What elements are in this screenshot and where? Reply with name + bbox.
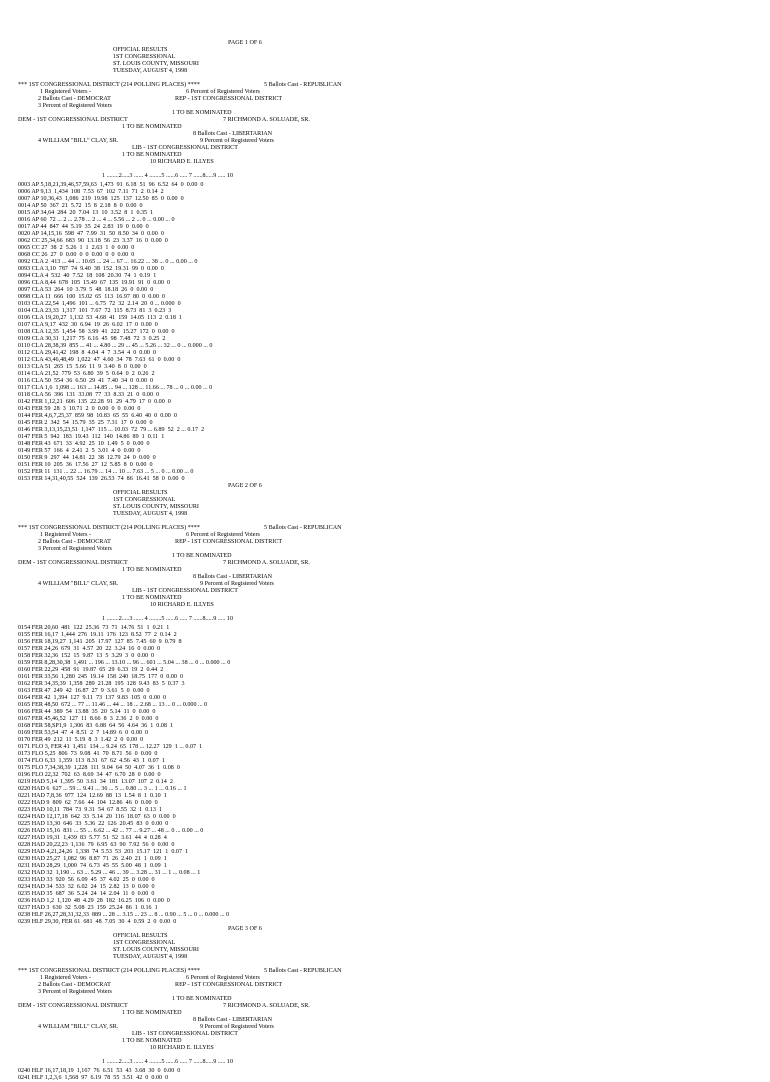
- legend-line: 1 TO BE NOMINATED: [172, 996, 232, 1002]
- precinct-row: 0161 FER 33,56 1,280 245 19.14 158 240 18.75 177 0 0.00 0: [18, 674, 184, 680]
- precinct-row: 0175 FLO 7,34,38,39 1,228 111 9.04 64 50 4.07 36 1 0.08 0: [18, 765, 180, 771]
- legend-line: 7 RICHMOND A. SOLUADE, SR.: [223, 560, 310, 566]
- column-index: 1 ........2.....3 ...... 4 ........5 ......6 ..... 7 ......8.....9 ..... 10: [102, 173, 234, 179]
- precinct-row: 0106 CLA 19,20,27 1,132 53 4.68 41 159 14.05 113 2 0.18 1: [18, 315, 182, 321]
- legend-line: 10 RICHARD E. ILLYES: [150, 159, 214, 165]
- precinct-row: 0006 AP 9,13 1,434 108 7.53 67 102 7.11 71 2 0.14 2: [18, 189, 164, 195]
- report-heading: 1ST CONGRESSIONAL: [113, 497, 176, 503]
- report-heading: TUESDAY, AUGUST 4, 1998: [113, 68, 188, 74]
- legend-line: 7 RICHMOND A. SOLUADE, SR.: [223, 117, 310, 123]
- legend-line: 4 WILLIAM "BILL" CLAY, SR.: [38, 581, 119, 587]
- precinct-row: 0169 FER 53,54 47 4 8.51 2 7 14.89 6 0 0.00 0: [18, 730, 149, 736]
- precinct-row: 0232 HAD 32 1,190 ... 63 ... 5.29 ... 46 ... 39 ... 3.28 ... 31 ... 1 ... 0.08 ... 1: [18, 870, 201, 876]
- precinct-row: 0065 CC 27 38 2 5.26 1 1 2.63 1 0 0.00 0: [18, 245, 135, 251]
- precinct-row: 0221 HAD 7,8,36 977 124 12.69 88 13 1.54 8 1 0.10 1: [18, 793, 167, 799]
- legend-line: 1 Registered Voters -: [40, 532, 92, 538]
- legend-line: 1 Registered Voters -: [40, 89, 92, 95]
- legend-line: *** 1ST CONGRESSIONAL DISTRICT (214 POLLING PLACES) ****: [18, 82, 200, 88]
- legend-line: *** 1ST CONGRESSIONAL DISTRICT (214 POLLING PLACES) ****: [18, 525, 200, 531]
- legend-line: 2 Ballots Cast - DEMOCRAT: [38, 539, 111, 545]
- precinct-row: 0165 FER 48,50 672 ... 77 ... 11.46 ... 44 ... 18 ... 2.68 ... 13 ... 0 ... 0.000 ... 0: [18, 702, 208, 708]
- precinct-row: 0146 FER 3,13,15,23,51 1,147 115 ... 10.03 72 79 ... 6.89 52 2 ... 0.17 2: [18, 427, 205, 433]
- precinct-row: 0068 CC 26 27 0 0.00 0 0 0.00 0 0 0.00 0: [18, 252, 135, 258]
- legend-line: 1 TO BE NOMINATED: [122, 1010, 182, 1016]
- report-heading: ST. LOUIS COUNTY, MISSOURI: [113, 947, 199, 953]
- precinct-row: 0016 AP 60 72 ... 2 ... 2.78 ... 2 ... 4 ... 5.56 ... 2 ... 0 ... 0.00 ... 0: [18, 217, 175, 223]
- legend-line: 3 Percent of Registered Voters: [38, 546, 112, 552]
- precinct-row: 0222 HAD 9 809 62 7.66 44 104 12.86 46 0 0.00 0: [18, 800, 158, 806]
- legend-line: REP - 1ST CONGRESSIONAL DISTRICT: [175, 539, 283, 545]
- legend-line: 2 Ballots Cast - DEMOCRAT: [38, 982, 111, 988]
- precinct-row: 0014 AP 50 367 21 5.72 15 8 2.18 8 0 0.00 0: [18, 203, 143, 209]
- legend-line: 5 Ballots Cast - REPUBLICAN: [264, 525, 342, 531]
- legend-line: 1 TO BE NOMINATED: [122, 595, 182, 601]
- precinct-row: 0196 FLO 22,32 702 63 8.69 34 47 6.70 28 0 0.00 0: [18, 772, 161, 778]
- precinct-row: 0231 HAD 28,29 1,000 74 6.73 45 55 5.00 48 1 0.09 1: [18, 863, 167, 869]
- legend-line: LIB - 1ST CONGRESSIONAL DISTRICT: [132, 1031, 238, 1037]
- legend-line: 6 Percent of Registered Voters: [186, 89, 260, 95]
- precinct-row: 0020 AP 14,15,16 598 47 7.99 31 50 8.50 34 0 0.00 0: [18, 231, 164, 237]
- precinct-row: 0151 FER 10 205 36 17.56 27 12 5.85 8 0 0.00 0: [18, 462, 153, 468]
- precinct-row: 0015 AP 34,64 284 20 7.04 13 10 3.52 8 1 0.35 1: [18, 210, 154, 216]
- legend-line: 8 Ballots Cast - LIBERTARIAN: [193, 131, 273, 137]
- legend-line: 1 TO BE NOMINATED: [122, 152, 182, 158]
- precinct-row: 0241 HLF 1,2,3,6 1,568 97 6.19 78 55 3.51 42 0 0.00 0: [18, 1075, 169, 1081]
- legend-line: DEM - 1ST CONGRESSIONAL DISTRICT: [18, 560, 128, 566]
- precinct-row: 0147 FER 5 942 183 19.43 112 140 14.86 89 1 0.11 1: [18, 434, 165, 440]
- precinct-row: 0164 FER 42 1,394 127 9.11 73 137 9.83 105 0 0.00 0: [18, 695, 167, 701]
- precinct-row: 0104 CLA 23,33 1,317 101 7.67 72 115 8.73 81 3 0.23 3: [18, 308, 172, 314]
- legend-line: 4 WILLIAM "BILL" CLAY, SR.: [38, 138, 119, 144]
- report-heading: 1ST CONGRESSIONAL: [113, 940, 176, 946]
- precinct-row: 0150 FER 9 297 44 14.81 22 38 12.79 24 0 0.00 0: [18, 455, 156, 461]
- page-number: PAGE 3 OF 6: [228, 926, 262, 932]
- precinct-row: 0166 FER 44 389 54 13.88 35 20 5.14 11 0 0.00 0: [18, 709, 156, 715]
- legend-line: 1 TO BE NOMINATED: [172, 553, 232, 559]
- precinct-row: 0226 HAD 15,16 831 ... 55 ... 6.62 ... 42 ... 77 ... 9.27 ... 48 ... 0 ... 0.00 ... 0: [18, 828, 204, 834]
- legend-line: 9 Percent of Registered Voters: [200, 581, 274, 587]
- legend-line: 6 Percent of Registered Voters: [186, 975, 260, 981]
- precinct-row: 0170 FER 49 212 11 5.19 8 3 1.42 2 0 0.00 0: [18, 737, 144, 743]
- precinct-row: 0225 HAD 13,30 646 33 5.36 22 126 20.45 83 0 0.00 0: [18, 821, 169, 827]
- precinct-row: 0234 HAD 34 533 32 6.02 24 15 2.82 13 0 0.00 0: [18, 884, 155, 890]
- precinct-row: 0092 CLA 2 413 ... 44 ... 10.65 ... 24 ... 67 ... 16.22 ... 38 ... 0 ... 0.00 ... 0: [18, 259, 198, 265]
- legend-line: 3 Percent of Registered Voters: [38, 103, 112, 109]
- precinct-row: 0142 FER 1,12,21 606 135 22.28 91 29 4.79 17 0 0.00 0: [18, 399, 171, 405]
- legend-line: 10 RICHARD E. ILLYES: [150, 602, 214, 608]
- legend-line: 5 Ballots Cast - REPUBLICAN: [264, 968, 342, 974]
- precinct-row: 0239 HLF 29,30, FER 61 681 48 7.05 30 4 0.59 2 0 0.00 0: [18, 919, 177, 925]
- legend-line: LIB - 1ST CONGRESSIONAL DISTRICT: [132, 145, 238, 151]
- precinct-row: 0144 FER 4,6,7,25,37 859 98 10.83 65 55 6.40 40 0 0.00 0: [18, 413, 177, 419]
- precinct-row: 0233 HAD 33 920 56 6.09 45 37 4.02 25 0 0.00 0: [18, 877, 155, 883]
- precinct-row: 0096 CLA 8,44 678 105 15.49 67 135 19.91 91 0 0.00 0: [18, 280, 171, 286]
- legend-line: *** 1ST CONGRESSIONAL DISTRICT (214 POLLING PLACES) ****: [18, 968, 200, 974]
- precinct-row: 0093 CLA 3,10 787 74 9.40 38 152 19.31 99 0 0.00 0: [18, 266, 164, 272]
- column-index: 1 ........2.....3 ...... 4 ........5 ......6 ..... 7 ......8.....9 ..... 10: [102, 616, 234, 622]
- legend-line: 9 Percent of Registered Voters: [200, 1024, 274, 1030]
- precinct-row: 0238 HLF 26,27,28,31,32,33 889 ... 28 ... 3.15 ... 23 ... 8 ... 0.90 ... 5 ... 0 ... 0.000 ... 0: [18, 912, 230, 918]
- precinct-row: 0154 FER 20,60 481 122 25.36 73 71 14.76 51 1 0.21 1: [18, 625, 170, 631]
- legend-line: 1 TO BE NOMINATED: [122, 124, 182, 130]
- precinct-row: 0094 CLA 4 532 40 7.52 18 108 20.30 74 1 0.19 1: [18, 273, 157, 279]
- precinct-row: 0229 HAD 4,21,24,26 1,338 74 5.53 53 203 15.17 121 1 0.07 1: [18, 849, 189, 855]
- legend-line: REP - 1ST CONGRESSIONAL DISTRICT: [175, 982, 283, 988]
- legend-line: DEM - 1ST CONGRESSIONAL DISTRICT: [18, 1003, 128, 1009]
- precinct-row: 0107 CLA 9,17 432 30 6.94 19 26 6.02 17 0 0.00 0: [18, 322, 158, 328]
- precinct-row: 0108 CLA 12,35 1,454 58 3.99 41 222 15.27 172 0 0.00 0: [18, 329, 175, 335]
- page-number: PAGE 2 OF 6: [228, 483, 262, 489]
- report-heading: OFFICIAL RESULTS: [113, 47, 168, 53]
- page-number: PAGE 1 OF 6: [228, 40, 262, 46]
- precinct-row: 0117 CLA 1,6 1,098 ... 163 ... 14.85 ... 94 ... 128 ... 11.66 ... 78 ... 0 ... 0.00 ... 0: [18, 385, 213, 391]
- precinct-row: 0237 HAD 3 630 32 5.08 23 159 25.24 86 1 0.16 1: [18, 905, 158, 911]
- precinct-row: 0162 FER 34,35,39 1,358 289 21.28 195 128 9.43 83 5 0.37 3: [18, 681, 185, 687]
- precinct-row: 0103 CLA 22,54 1,496 101 ... 6.75 72 32 2.14 20 0 ... 0.000 0: [18, 301, 181, 307]
- precinct-row: 0118 CLA 56 396 131 33.08 77 33 8.33 21 0 0.00 0: [18, 392, 160, 398]
- precinct-row: 0113 CLA 51 265 15 5.66 11 9 3.40 8 0 0.00 0: [18, 364, 147, 370]
- precinct-row: 0145 FER 2 342 54 15.79 35 25 7.31 17 0 0.00 0: [18, 420, 153, 426]
- precinct-row: 0112 CLA 29,41,42 198 8 4.04 4 7 3.54 4 0 0.00 0: [18, 350, 157, 356]
- precinct-row: 0230 HAD 25,27 1,082 96 8.87 71 26 2.40 21 1 0.09 1: [18, 856, 167, 862]
- precinct-row: 0098 CLA 11 666 100 15.02 65 113 16.97 80 0 0.00 0: [18, 294, 165, 300]
- precinct-row: 0152 FER 11 131 ... 22 ... 16.79 ... 14 ... 10 ... 7.63 ... 5 ... 0 ... 0.00 ... 0: [18, 469, 194, 475]
- precinct-row: 0003 AP 5,18,21,39,46,57,59,63 1,473 91 6.18 51 96 6.52 64 0 0.00 0: [18, 182, 204, 188]
- report-heading: 1ST CONGRESSIONAL: [113, 54, 176, 60]
- precinct-row: 0227 HAD 19,31 1,439 83 5.77 51 52 3.61 44 4 0.28 4: [18, 835, 167, 841]
- legend-line: 3 Percent of Registered Voters: [38, 989, 112, 995]
- precinct-row: 0220 HAD 6 627 ... 59 ... 9.41 ... 36 ... 5 ... 0.80 ... 3 ... 1 ... 0.16 ... 1: [18, 786, 187, 792]
- precinct-row: 0062 CC 25,34,66 683 90 13.18 56 23 3.37 16 0 0.00 0: [18, 238, 168, 244]
- report-heading: ST. LOUIS COUNTY, MISSOURI: [113, 504, 199, 510]
- precinct-row: 0167 FER 45,46,52 127 11 8.66 8 3 2.36 2 0 0.00 0: [18, 716, 159, 722]
- legend-line: 10 RICHARD E. ILLYES: [150, 1045, 214, 1051]
- precinct-row: 0017 AP 44 847 44 5.19 35 24 2.83 19 0 0.00 0: [18, 224, 149, 230]
- legend-line: REP - 1ST CONGRESSIONAL DISTRICT: [175, 96, 283, 102]
- legend-line: 6 Percent of Registered Voters: [186, 532, 260, 538]
- legend-line: LIB - 1ST CONGRESSIONAL DISTRICT: [132, 588, 238, 594]
- precinct-row: 0153 FER 14,31,40,55 524 139 26.53 74 86 16.41 58 0 0.00 0: [18, 476, 185, 482]
- precinct-row: 0112 CLA 43,46,48,49 1,022 47 4.60 34 78 7.63 61 0 0.00 0: [18, 357, 181, 363]
- precinct-row: 0114 CLA 21,52 779 53 6.80 39 5 0.64 0 2 0.26 2: [18, 371, 155, 377]
- precinct-row: 0224 HAD 12,17,18 642 33 5.14 20 116 18.07 63 0 0.00 0: [18, 814, 176, 820]
- precinct-row: 0116 CLA 50 554 36 6.50 29 41 7.40 34 0 0.00 0: [18, 378, 154, 384]
- legend-line: 1 TO BE NOMINATED: [172, 110, 232, 116]
- precinct-row: 0159 FER 8,28,30,38 1,491 ... 196 ... 13.10 ... 96 ... 601 ... 5.04 ... 38 ... 0 ... 0.000 ... 0: [18, 660, 231, 666]
- precinct-row: 0228 HAD 20,22,23 1,136 79 6.95 63 90 7.92 56 0 0.00 0: [18, 842, 175, 848]
- precinct-row: 0223 HAD 10,11 784 73 9.31 54 67 8.55 32 1 0.13 1: [18, 807, 162, 813]
- precinct-row: 0173 FLO 5,25 806 73 9.08 41 70 8.71 56 0 0.00 0: [18, 751, 158, 757]
- precinct-row: 0097 CLA 53 264 10 3.79 5 48 18.18 26 0 0.00 0: [18, 287, 154, 293]
- legend-line: 9 Percent of Registered Voters: [200, 138, 274, 144]
- legend-line: 4 WILLIAM "BILL" CLAY, SR.: [38, 1024, 119, 1030]
- precinct-row: 0110 CLA 28,38,39 855 ... 41 ... 4.80 ... 29 ... 45 ... 5.26 ... 32 ... 0 ... 0.000 ... 0: [18, 343, 213, 349]
- report-heading: ST. LOUIS COUNTY, MISSOURI: [113, 61, 199, 67]
- column-index: 1 ........2.....3 ...... 4 ........5 ......6 ..... 7 ......8.....9 ..... 10: [102, 1059, 234, 1065]
- precinct-row: 0219 HAD 5,14 1,395 50 3.61 34 181 13.07 107 2 0.14 2: [18, 779, 173, 785]
- precinct-row: 0007 AP 10,36,43 1,086 219 19.98 125 137 12.50 85 0 0.00 0: [18, 196, 184, 202]
- precinct-row: 0163 FER 47 249 42 16.87 27 9 3.61 5 0 0.00 0: [18, 688, 150, 694]
- precinct-row: 0240 HLF 16,17,18,19 1,167 76 6.51 53 43 3.68 30 0 0.00 0: [18, 1068, 181, 1074]
- legend-line: 7 RICHMOND A. SOLUADE, SR.: [223, 1003, 310, 1009]
- legend-line: 1 TO BE NOMINATED: [122, 1038, 182, 1044]
- precinct-row: 0109 CLA 30,31 1,217 75 6.16 45 98 7.48 72 3 0.25 2: [18, 336, 166, 342]
- legend-line: DEM - 1ST CONGRESSIONAL DISTRICT: [18, 117, 128, 123]
- precinct-row: 0171 FLO 3, FER 41 1,451 134 ... 9.24 65 178 ... 12.27 129 1 ... 0.07 1: [18, 744, 203, 750]
- precinct-row: 0149 FER 57 166 4 2.41 2 5 3.01 4 0 0.00 0: [18, 448, 141, 454]
- legend-line: 1 Registered Voters -: [40, 975, 92, 981]
- legend-line: 5 Ballots Cast - REPUBLICAN: [264, 82, 342, 88]
- precinct-row: 0235 HAD 35 687 36 5.24 24 14 2.04 11 0 0.00 0: [18, 891, 155, 897]
- report-heading: TUESDAY, AUGUST 4, 1998: [113, 954, 188, 960]
- precinct-row: 0143 FER 59 28 3 10.71 2 0 0.00 0 0 0.00 0: [18, 406, 141, 412]
- legend-line: 8 Ballots Cast - LIBERTARIAN: [193, 1017, 273, 1023]
- report-heading: OFFICIAL RESULTS: [113, 490, 168, 496]
- precinct-row: 0148 FER 43 671 33 4.92 25 10 1.49 5 0 0.00 0: [18, 441, 150, 447]
- legend-line: 8 Ballots Cast - LIBERTARIAN: [193, 574, 273, 580]
- precinct-row: 0156 FER 18,19,27 1,141 205 17.97 127 85 7.45 60 9 0.79 8: [18, 639, 182, 645]
- report-heading: OFFICIAL RESULTS: [113, 933, 168, 939]
- precinct-row: 0157 FER 24,26 679 31 4.57 20 22 3.24 16 0 0.00 0: [18, 646, 161, 652]
- report-heading: TUESDAY, AUGUST 4, 1998: [113, 511, 188, 517]
- precinct-row: 0160 FER 22,29 458 91 19.87 65 29 6.33 19 2 0.44 2: [18, 667, 164, 673]
- precinct-row: 0168 FER 58,SP1,9 1,306 83 6.88 64 56 4.64 36 1 0.08 1: [18, 723, 174, 729]
- legend-line: 2 Ballots Cast - DEMOCRAT: [38, 96, 111, 102]
- precinct-row: 0158 FER 32,36 152 15 9.87 13 5 3.29 3 0 0.00 0: [18, 653, 155, 659]
- legend-line: 1 TO BE NOMINATED: [122, 567, 182, 573]
- precinct-row: 0155 FER 16,17 1,444 276 19.11 176 123 8.52 77 2 0.14 2: [18, 632, 177, 638]
- precinct-row: 0236 HAD 1,2 1,120 48 4.29 28 182 16.25 106 0 0.00 0: [18, 898, 170, 904]
- precinct-row: 0174 FLO 6,33 1,359 113 8.31 67 62 4.56 43 1 0.07 1: [18, 758, 165, 764]
